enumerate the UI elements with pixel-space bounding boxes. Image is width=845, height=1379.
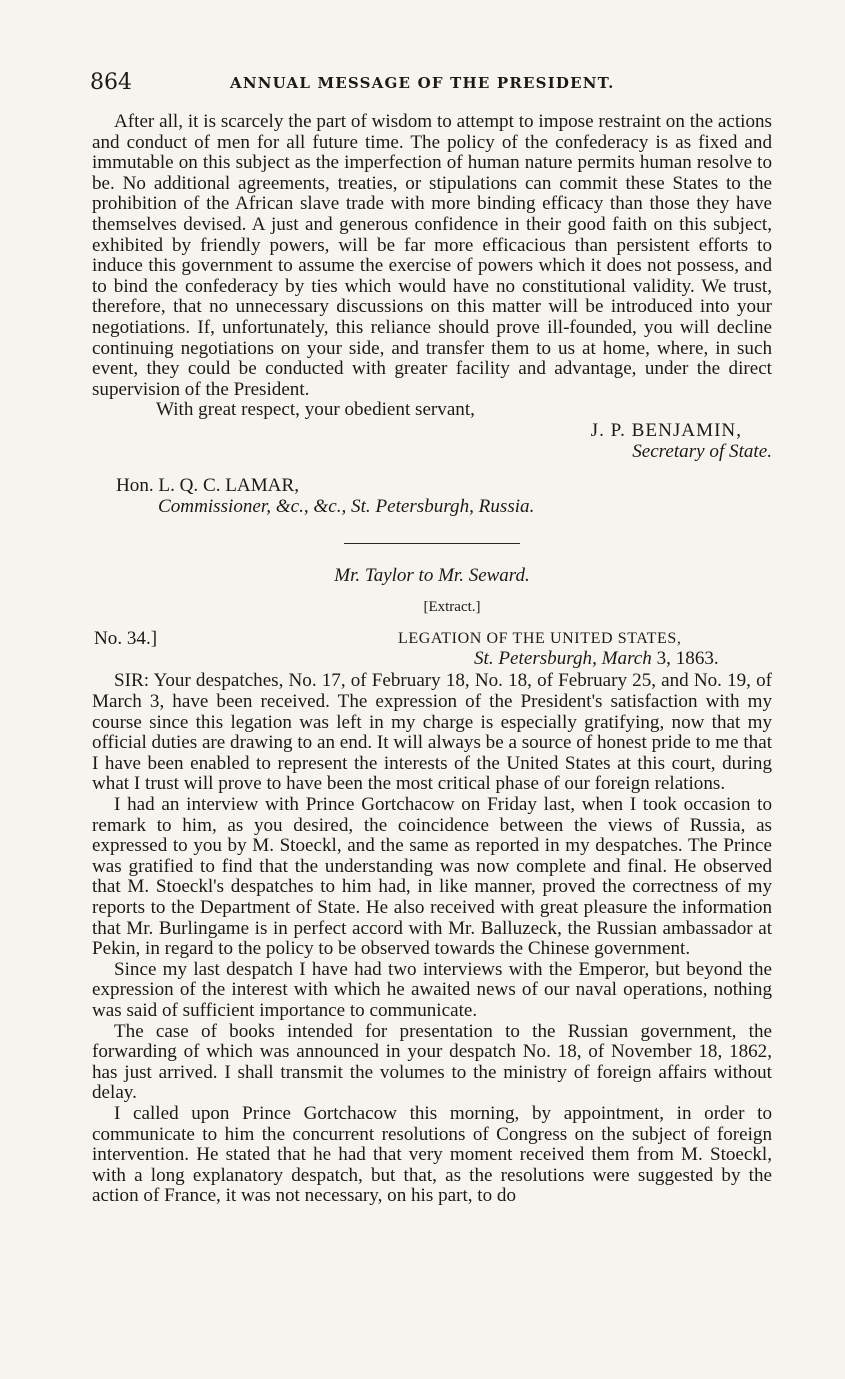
taylor-paragraph-2: I had an interview with Prince Gortchacow on Friday last, when I took occasion to remark to him, as you desired, the coincidence between the views of Russia, as expressed to you by M. Stoeckl, and the same as reported in my despatches. The Prince was gratified to find that the understanding was now complete and final. He observed that M. Stoeckl's despatches to him had, in like manner, proved the correctness of my reports to the Department of State. He also received with great pleasure the information that Mr. Burlingame is in perfect accord with Mr. Balluzeck, the Russian ambassador at Pekin, in regard to the policy to be observed towards the Chinese government. <box>92 794 772 960</box>
extract-label: [Extract.] <box>423 598 481 615</box>
legation-heading: LEGATION OF THE UNITED STATES, <box>398 630 682 648</box>
taylor-paragraph-1 <box>92 671 772 795</box>
dateline-place-text: St. Petersburgh, March <box>474 648 652 670</box>
benjamin-letter-paragraph: After all, it is scarcely the part of wisdom to attempt to impose restraint on the actions and conduct of men for all future time. The policy of the confederacy is as fixed and immutable on this subject as the imperfection of human nature permits human resolve to be. No additional agreements, treaties, or stipulations can commit these States to the prohibition of the African slave trade with more binding efficacy than those they have themselves devised. A just and generous confidence in their good faith on this subject, exhibited by friendly powers, will be far more efficacious than persistent efforts to induce this government to assume the exercise of powers which it does not possess, and to bind the confederacy by ties which would have no constitutional validity. We trust, therefore, that no unnecessary discussions on this matter will be introduced into your negotiations. If, unfortunately, this reliance should prove ill-founded, you will decline continuing negotiations on your side, and transfer them to us at home, where, in such event, they could be conducted with greater facility and advantage, under the direct supervision of the President. <box>92 111 772 400</box>
page-header <box>90 70 770 96</box>
taylor-paragraph-3: Since my last despatch I have had two interviews with the Emperor, but beyond the expression of the interest with which he awaited news of our naval operations, nothing was said of sufficient importance to communicate. <box>92 958 772 1021</box>
dateline <box>92 629 772 671</box>
benjamin-closing: With great respect, your obedient servant, <box>156 399 475 421</box>
section-divider <box>344 543 520 544</box>
taylor-paragraph-5: I called upon Prince Gortchacow this morning, by appointment, in order to communicate to him the concurrent resolutions of Congress on the subject of foreign intervention. He stated that he had that very moment received them from M. Stoeckl, with a long explanatory despatch, but that, as the resolutions were suggested by the action of France, it was not necessary, on his part, to do <box>92 1102 772 1207</box>
letter-title: Mr. Taylor to Mr. Seward. <box>334 565 530 587</box>
salutation: SIR: <box>114 670 150 692</box>
signature-name: J. P. BENJAMIN, <box>590 419 742 441</box>
taylor-paragraph-1-text: Your despatches, No. 17, of February 18, No. 18, of February 25, and No. 19, of March 3, have been received. The expression of the President's satisfaction with my course since this legation was left in my charge is especially gratifying, now that my official duties are drawing to an end. It will always be a source of honest pride to me that I have been enabled to represent the interests of the United States at this court, during what I trust will prove to have been the most critical phase of our foreign relations. <box>92 670 772 795</box>
addressee-name: Hon. L. Q. C. LAMAR, <box>116 475 299 497</box>
addressee-title: Commissioner, &c., &c., St. Petersburgh, Russia. <box>158 495 535 517</box>
taylor-paragraph-4: The case of books intended for presentation to the Russian government, the forwarding of which was announced in your despatch No. 18, of November 18, 1862, has just arrived. I shall transmit the volumes to the ministry of foreign affairs without delay. <box>92 1020 772 1104</box>
page-body <box>92 112 772 1207</box>
page-number: 864 <box>90 70 132 95</box>
signature-title: Secretary of State. <box>632 440 772 462</box>
running-head: ANNUAL MESSAGE OF THE PRESIDENT. <box>230 74 615 92</box>
despatch-number: No. 34.] <box>94 628 158 650</box>
dateline-date: 3, 1863. <box>656 648 719 670</box>
dateline-place <box>474 649 719 670</box>
